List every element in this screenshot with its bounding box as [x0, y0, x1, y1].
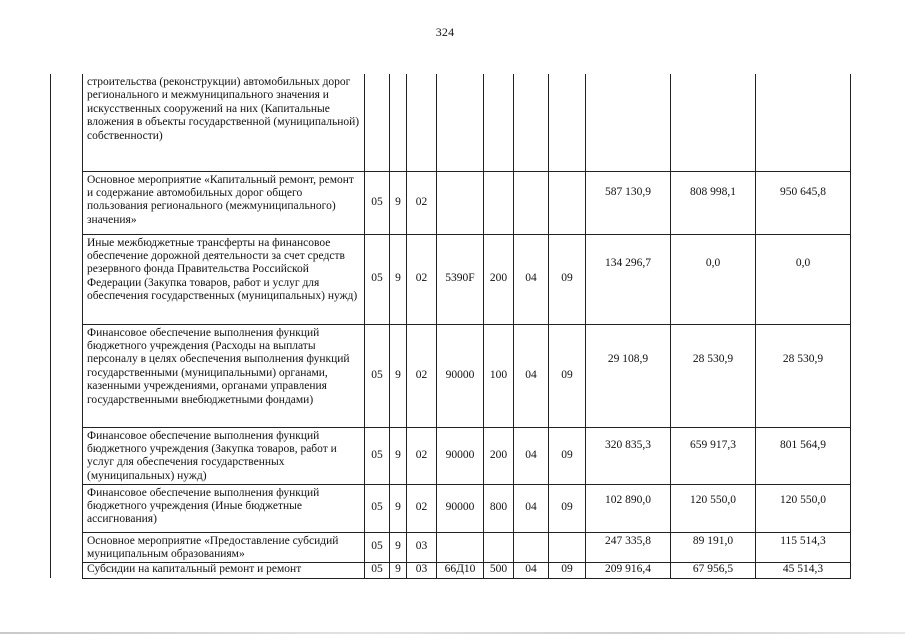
- table-row: [51, 532, 851, 562]
- value-year-3: 950 645,8: [756, 171, 851, 234]
- code-direction: 90000: [437, 484, 484, 532]
- scan-bottom-edge: [0, 632, 905, 634]
- margin-cell: [51, 74, 83, 171]
- code-program: 9: [390, 427, 407, 484]
- code-direction: [437, 171, 484, 234]
- code-ministry: 05: [365, 171, 390, 234]
- code-event: 02: [407, 484, 437, 532]
- value-year-3: 28 530,9: [756, 324, 851, 427]
- code-direction: 66Д10: [437, 562, 484, 578]
- code-subsection: [549, 74, 586, 171]
- page-number: 324: [435, 25, 455, 39]
- code-expense-type: [484, 532, 514, 562]
- code-event: 02: [407, 324, 437, 427]
- value-year-1: 320 835,3: [586, 427, 671, 484]
- code-section: 04: [514, 484, 549, 532]
- margin-cell: [51, 532, 83, 562]
- value-year-2: 89 191,0: [671, 532, 756, 562]
- code-subsection: [549, 532, 586, 562]
- code-program: 9: [390, 171, 407, 234]
- code-ministry: 05: [365, 532, 390, 562]
- value-year-1: 134 296,7: [586, 234, 671, 324]
- row-name: Основное мероприятие «Предоставление субсидий муниципальным образованиям»: [83, 532, 365, 562]
- code-expense-type: 800: [484, 484, 514, 532]
- code-event: 02: [407, 171, 437, 234]
- code-expense-type: 200: [484, 427, 514, 484]
- row-name: Субсидии на капитальный ремонт и ремонт: [83, 562, 365, 578]
- budget-table-sheet: [50, 74, 850, 580]
- row-name: Иные межбюджетные трансферты на финансовое обеспечение дорожной деятельности за счет средств резервного фонда Правительства Российской Федерации (Закупка товаров, работ и услуг для обеспечения государственных (муниципальных) нужд): [83, 234, 365, 324]
- value-year-2: 120 550,0: [671, 484, 756, 532]
- code-section: [514, 532, 549, 562]
- code-direction: 90000: [437, 427, 484, 484]
- value-year-2: 28 530,9: [671, 324, 756, 427]
- code-expense-type: 200: [484, 234, 514, 324]
- table-row: [51, 484, 851, 532]
- code-subsection: 09: [549, 484, 586, 532]
- value-year-2: 808 998,1: [671, 171, 756, 234]
- code-expense-type: [484, 171, 514, 234]
- code-direction: 5390F: [437, 234, 484, 324]
- budget-table: [50, 74, 851, 579]
- code-event: 03: [407, 562, 437, 578]
- table-row: [51, 562, 851, 578]
- margin-cell: [51, 171, 83, 234]
- code-program: 9: [390, 532, 407, 562]
- value-year-3: 115 514,3: [756, 532, 851, 562]
- code-event: 02: [407, 234, 437, 324]
- code-section: 04: [514, 562, 549, 578]
- value-year-2: 659 917,3: [671, 427, 756, 484]
- value-year-3: 0,0: [756, 234, 851, 324]
- value-year-1: [586, 74, 671, 171]
- code-ministry: 05: [365, 234, 390, 324]
- value-year-3: 120 550,0: [756, 484, 851, 532]
- code-section: [514, 171, 549, 234]
- row-name: Основное мероприятие «Капитальный ремонт, ремонт и содержание автомобильных дорог общего пользования регионального (межмуниципального) значения»: [83, 171, 365, 234]
- value-year-1: 29 108,9: [586, 324, 671, 427]
- table-row: [51, 74, 851, 171]
- code-program: 9: [390, 234, 407, 324]
- margin-cell: [51, 324, 83, 427]
- code-direction: [437, 74, 484, 171]
- code-direction: 90000: [437, 324, 484, 427]
- margin-cell: [51, 234, 83, 324]
- value-year-3: 45 514,3: [756, 562, 851, 578]
- code-ministry: 05: [365, 484, 390, 532]
- code-section: 04: [514, 324, 549, 427]
- row-name: Финансовое обеспечение выполнения функций бюджетного учреждения (Иные бюджетные ассигнования): [83, 484, 365, 532]
- value-year-2: [671, 74, 756, 171]
- code-ministry: 05: [365, 427, 390, 484]
- code-subsection: 09: [549, 562, 586, 578]
- code-subsection: 09: [549, 234, 586, 324]
- value-year-1: 247 335,8: [586, 532, 671, 562]
- code-expense-type: 100: [484, 324, 514, 427]
- code-ministry: 05: [365, 562, 390, 578]
- code-subsection: [549, 171, 586, 234]
- row-name: Финансовое обеспечение выполнения функций бюджетного учреждения (Расходы на выплаты персоналу в целях обеспечения выполнения функций государственными (муниципальными) органами, казенными учреждениями, органами управления государственными внебюджетными фондами): [83, 324, 365, 427]
- row-name: Финансовое обеспечение выполнения функций бюджетного учреждения (Закупка товаров, работ и услуг для обеспечения государственных (муниципальных) нужд): [83, 427, 365, 484]
- value-year-2: 67 956,5: [671, 562, 756, 578]
- code-expense-type: [484, 74, 514, 171]
- code-subsection: 09: [549, 324, 586, 427]
- code-program: [390, 74, 407, 171]
- code-section: 04: [514, 234, 549, 324]
- value-year-3: [756, 74, 851, 171]
- code-direction: [437, 532, 484, 562]
- value-year-1: 209 916,4: [586, 562, 671, 578]
- value-year-1: 102 890,0: [586, 484, 671, 532]
- row-name: строительства (реконструкции) автомобильных дорог регионального и межмуниципального значения и искусственных сооружений на них (Капитальные вложения в объекты государственной (муниципальной) собственности): [83, 74, 365, 171]
- code-program: 9: [390, 562, 407, 578]
- table-row: [51, 427, 851, 484]
- margin-cell: [51, 427, 83, 484]
- code-ministry: [365, 74, 390, 171]
- table-row: [51, 234, 851, 324]
- table-row: [51, 171, 851, 234]
- value-year-1: 587 130,9: [586, 171, 671, 234]
- code-event: [407, 74, 437, 171]
- code-event: 03: [407, 532, 437, 562]
- margin-cell: [51, 484, 83, 532]
- code-subsection: 09: [549, 427, 586, 484]
- code-program: 9: [390, 324, 407, 427]
- code-event: 02: [407, 427, 437, 484]
- table-row: [51, 324, 851, 427]
- code-section: [514, 74, 549, 171]
- code-program: 9: [390, 484, 407, 532]
- code-ministry: 05: [365, 324, 390, 427]
- value-year-3: 801 564,9: [756, 427, 851, 484]
- code-expense-type: 500: [484, 562, 514, 578]
- code-section: 04: [514, 427, 549, 484]
- margin-cell: [51, 562, 83, 578]
- value-year-2: 0,0: [671, 234, 756, 324]
